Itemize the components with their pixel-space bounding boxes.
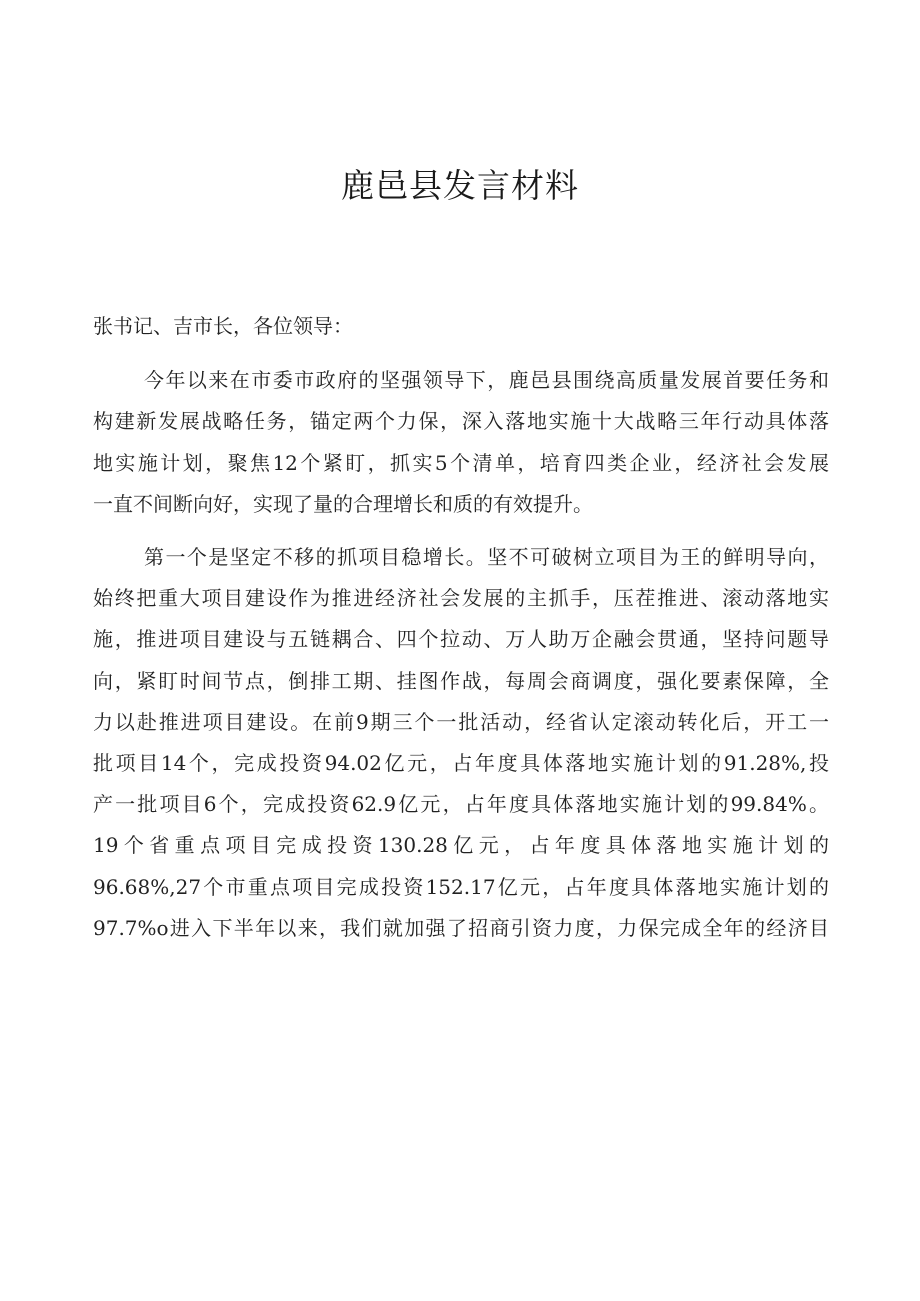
text-line: 构建新发展战略任务，锚定两个力保，深入落地实施十大战略三年行动具体落 xyxy=(93,409,829,434)
text-line: 向，紧盯时间节点，倒排工期、挂图作战，每周会商调度，强化要素保障，全 xyxy=(93,668,829,693)
document-body xyxy=(93,306,829,949)
paragraph-intro xyxy=(93,360,829,525)
salutation xyxy=(93,306,829,347)
text-line: 97.7%o进入下半年以来，我们就加强了招商引资力度，力保完成全年的经济目 xyxy=(93,915,829,940)
text-line: 19个省重点项目完成投资130.28亿元，占年度具体落地实施计划的 xyxy=(93,833,829,858)
text-line: 第一个是坚定不移的抓项目稳增长。坚不可破树立项目为王的鲜明导向， xyxy=(144,545,829,570)
text-line: 张书记、吉市长，各位领导： xyxy=(93,314,353,338)
text-line: 力以赴推进项目建设。在前9期三个一批活动，经省认定滚动转化后，开工一 xyxy=(93,709,829,734)
text-line: 96.68%,27个市重点项目完成投资152.17亿元，占年度具体落地实施计划的 xyxy=(93,874,829,899)
text-line: 产一批项目6个，完成投资62.9亿元，占年度具体落地实施计划的99.84%。 xyxy=(93,792,829,817)
document-title: 鹿邑县发言材料 xyxy=(341,166,579,205)
text-line: 施，推进项目建设与五链耦合、四个拉动、万人助万企融会贯通，坚持问题导 xyxy=(93,627,829,652)
text-line: 今年以来在市委市政府的坚强领导下，鹿邑县围绕高质量发展首要任务和 xyxy=(144,368,829,393)
text-line: 始终把重大项目建设作为推进经济社会发展的主抓手，压茬推进、滚动落地实 xyxy=(93,586,829,611)
paragraph-projects xyxy=(93,537,829,949)
text-line: 地实施计划，聚焦12个紧盯，抓实5个清单，培育四类企业，经济社会发展 xyxy=(93,450,829,475)
text-line: 批项目14个，完成投资94.02亿元，占年度具体落地实施计划的91.28%,投 xyxy=(93,751,829,776)
text-line: 一直不间断向好，实现了量的合理增长和质的有效提升。 xyxy=(93,491,593,516)
